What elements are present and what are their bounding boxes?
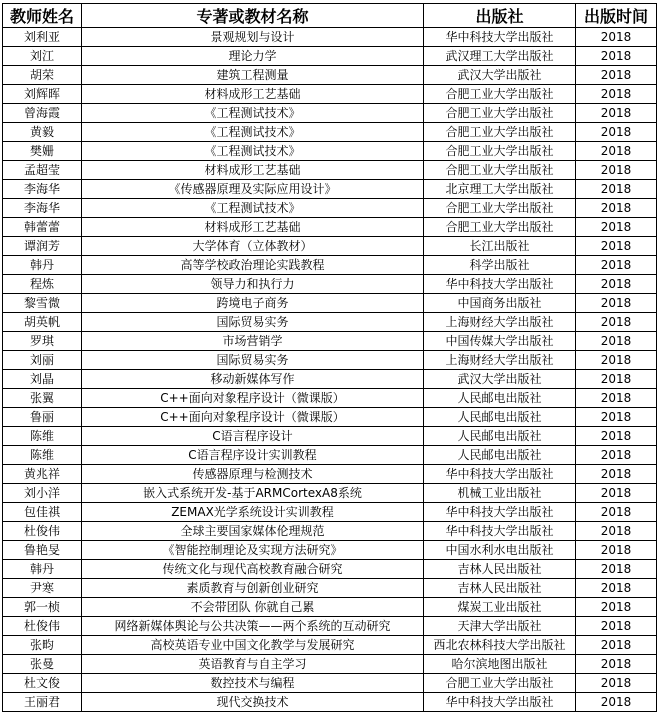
cell-publish-year: 2018 xyxy=(576,28,657,47)
cell-teacher-name: 刘辉晖 xyxy=(3,85,82,104)
cell-teacher-name: 曾海霞 xyxy=(3,104,82,123)
cell-teacher-name: 刘丽 xyxy=(3,351,82,370)
table-row xyxy=(3,66,657,85)
table-row xyxy=(3,237,657,256)
table-row xyxy=(3,522,657,541)
cell-teacher-name: 王丽君 xyxy=(3,693,82,712)
cell-publish-year: 2018 xyxy=(576,180,657,199)
cell-teacher-name: 包佳祺 xyxy=(3,503,82,522)
cell-teacher-name: 孟超莹 xyxy=(3,161,82,180)
cell-teacher-name: 胡英帆 xyxy=(3,313,82,332)
cell-publisher: 华中科技大学出版社 xyxy=(424,522,576,541)
cell-publish-year: 2018 xyxy=(576,560,657,579)
cell-publisher: 武汉大学出版社 xyxy=(424,66,576,85)
cell-publish-year: 2018 xyxy=(576,142,657,161)
cell-book-title: 不会带团队 你就自己累 xyxy=(82,598,424,617)
cell-publish-year: 2018 xyxy=(576,47,657,66)
cell-publish-year: 2018 xyxy=(576,237,657,256)
cell-publish-year: 2018 xyxy=(576,427,657,446)
cell-teacher-name: 黄毅 xyxy=(3,123,82,142)
cell-teacher-name: 李海华 xyxy=(3,180,82,199)
cell-publisher: 华中科技大学出版社 xyxy=(424,465,576,484)
cell-publish-year: 2018 xyxy=(576,693,657,712)
table-row xyxy=(3,256,657,275)
cell-publish-year: 2018 xyxy=(576,161,657,180)
table-row xyxy=(3,503,657,522)
cell-book-title: 传统文化与现代高校教育融合研究 xyxy=(82,560,424,579)
cell-book-title: C语言程序设计实训教程 xyxy=(82,446,424,465)
table-row xyxy=(3,275,657,294)
table-row xyxy=(3,465,657,484)
cell-book-title: 移动新媒体写作 xyxy=(82,370,424,389)
table-row xyxy=(3,161,657,180)
cell-book-title: 素质教育与创新创业研究 xyxy=(82,579,424,598)
cell-publish-year: 2018 xyxy=(576,66,657,85)
cell-publisher: 天津大学出版社 xyxy=(424,617,576,636)
cell-book-title: 全球主要国家媒体伦理规范 xyxy=(82,522,424,541)
cell-book-title: 景观规划与设计 xyxy=(82,28,424,47)
table-row xyxy=(3,655,657,674)
header-publisher: 出版社 xyxy=(424,4,576,28)
cell-teacher-name: 张翼 xyxy=(3,389,82,408)
cell-publisher: 人民邮电出版社 xyxy=(424,408,576,427)
cell-teacher-name: 鲁丽 xyxy=(3,408,82,427)
cell-publisher: 人民邮电出版社 xyxy=(424,389,576,408)
table-row xyxy=(3,617,657,636)
cell-publisher: 西北农林科技大学出版社 xyxy=(424,636,576,655)
cell-publisher: 科学出版社 xyxy=(424,256,576,275)
cell-publisher: 吉林人民出版社 xyxy=(424,579,576,598)
cell-publisher: 合肥工业大学出版社 xyxy=(424,123,576,142)
cell-publish-year: 2018 xyxy=(576,522,657,541)
cell-book-title: 传感器原理与检测技术 xyxy=(82,465,424,484)
cell-book-title: 材料成形工艺基础 xyxy=(82,85,424,104)
table-row xyxy=(3,636,657,655)
cell-teacher-name: 刘江 xyxy=(3,47,82,66)
cell-teacher-name: 樊姗 xyxy=(3,142,82,161)
cell-book-title: C++面向对象程序设计（微课版） xyxy=(82,389,424,408)
table-row xyxy=(3,560,657,579)
cell-book-title: 建筑工程测量 xyxy=(82,66,424,85)
cell-publisher: 合肥工业大学出版社 xyxy=(424,161,576,180)
header-publish-year: 出版时间 xyxy=(576,4,657,28)
cell-publisher: 哈尔滨地图出版社 xyxy=(424,655,576,674)
cell-book-title: 材料成形工艺基础 xyxy=(82,161,424,180)
cell-publisher: 上海财经大学出版社 xyxy=(424,351,576,370)
cell-book-title: 现代交换技术 xyxy=(82,693,424,712)
header-book-title: 专著或教材名称 xyxy=(82,4,424,28)
cell-book-title: 理论力学 xyxy=(82,47,424,66)
cell-book-title: 跨境电子商务 xyxy=(82,294,424,313)
cell-teacher-name: 陈维 xyxy=(3,427,82,446)
cell-publisher: 人民邮电出版社 xyxy=(424,427,576,446)
cell-book-title: 《传感器原理及实际应用设计》 xyxy=(82,180,424,199)
cell-publisher: 中国商务出版社 xyxy=(424,294,576,313)
cell-book-title: ZEMAX光学系统设计实训教程 xyxy=(82,503,424,522)
cell-teacher-name: 杜俊伟 xyxy=(3,617,82,636)
table-row xyxy=(3,446,657,465)
cell-book-title: 领导力和执行力 xyxy=(82,275,424,294)
table-row xyxy=(3,313,657,332)
cell-teacher-name: 刘晶 xyxy=(3,370,82,389)
table-row xyxy=(3,484,657,503)
cell-publisher: 华中科技大学出版社 xyxy=(424,693,576,712)
cell-publish-year: 2018 xyxy=(576,617,657,636)
cell-publish-year: 2018 xyxy=(576,446,657,465)
cell-publish-year: 2018 xyxy=(576,579,657,598)
cell-teacher-name: 陈维 xyxy=(3,446,82,465)
cell-publisher: 中国传媒大学出版社 xyxy=(424,332,576,351)
cell-book-title: 《工程测试技术》 xyxy=(82,199,424,218)
cell-book-title: 国际贸易实务 xyxy=(82,313,424,332)
cell-publisher: 机械工业出版社 xyxy=(424,484,576,503)
cell-book-title: 《工程测试技术》 xyxy=(82,104,424,123)
cell-book-title: C语言程序设计 xyxy=(82,427,424,446)
cell-book-title: 大学体育（立体教材） xyxy=(82,237,424,256)
table-row xyxy=(3,123,657,142)
cell-book-title: 《工程测试技术》 xyxy=(82,142,424,161)
cell-publish-year: 2018 xyxy=(576,370,657,389)
cell-publish-year: 2018 xyxy=(576,275,657,294)
cell-book-title: 网络新媒体舆论与公共决策——两个系统的互动研究 xyxy=(82,617,424,636)
cell-teacher-name: 尹寒 xyxy=(3,579,82,598)
table-row xyxy=(3,180,657,199)
publications-table xyxy=(2,3,657,712)
table-row xyxy=(3,579,657,598)
cell-publish-year: 2018 xyxy=(576,389,657,408)
cell-publisher: 合肥工业大学出版社 xyxy=(424,142,576,161)
cell-publish-year: 2018 xyxy=(576,636,657,655)
table-row xyxy=(3,85,657,104)
cell-publish-year: 2018 xyxy=(576,332,657,351)
cell-publish-year: 2018 xyxy=(576,85,657,104)
table-row xyxy=(3,541,657,560)
cell-publish-year: 2018 xyxy=(576,503,657,522)
cell-publish-year: 2018 xyxy=(576,598,657,617)
table-row xyxy=(3,693,657,712)
cell-publisher: 吉林人民出版社 xyxy=(424,560,576,579)
cell-publish-year: 2018 xyxy=(576,541,657,560)
cell-publisher: 华中科技大学出版社 xyxy=(424,503,576,522)
table-row xyxy=(3,332,657,351)
cell-teacher-name: 杜俊伟 xyxy=(3,522,82,541)
cell-publisher: 合肥工业大学出版社 xyxy=(424,674,576,693)
cell-publisher: 合肥工业大学出版社 xyxy=(424,85,576,104)
cell-publish-year: 2018 xyxy=(576,199,657,218)
cell-publisher: 中国水利水电出版社 xyxy=(424,541,576,560)
cell-publisher: 长江出版社 xyxy=(424,237,576,256)
cell-teacher-name: 郭一桢 xyxy=(3,598,82,617)
cell-teacher-name: 刘利亚 xyxy=(3,28,82,47)
cell-teacher-name: 胡荣 xyxy=(3,66,82,85)
table-row xyxy=(3,294,657,313)
cell-publish-year: 2018 xyxy=(576,484,657,503)
cell-teacher-name: 韩丹 xyxy=(3,256,82,275)
cell-book-title: 国际贸易实务 xyxy=(82,351,424,370)
cell-teacher-name: 李海华 xyxy=(3,199,82,218)
cell-publisher: 北京理工大学出版社 xyxy=(424,180,576,199)
table-row xyxy=(3,389,657,408)
cell-publisher: 武汉大学出版社 xyxy=(424,370,576,389)
cell-book-title: 数控技术与编程 xyxy=(82,674,424,693)
table-row xyxy=(3,104,657,123)
cell-book-title: 《工程测试技术》 xyxy=(82,123,424,142)
cell-publisher: 合肥工业大学出版社 xyxy=(424,199,576,218)
cell-book-title: 英语教育与自主学习 xyxy=(82,655,424,674)
cell-publisher: 武汉理工大学出版社 xyxy=(424,47,576,66)
cell-publisher: 煤炭工业出版社 xyxy=(424,598,576,617)
cell-teacher-name: 鲁艳旻 xyxy=(3,541,82,560)
cell-publisher: 合肥工业大学出版社 xyxy=(424,218,576,237)
header-row xyxy=(3,4,657,28)
cell-teacher-name: 韩丹 xyxy=(3,560,82,579)
cell-book-title: 高等学校政治理论实践教程 xyxy=(82,256,424,275)
cell-publisher: 华中科技大学出版社 xyxy=(424,28,576,47)
table-row xyxy=(3,218,657,237)
cell-teacher-name: 程炼 xyxy=(3,275,82,294)
cell-publish-year: 2018 xyxy=(576,351,657,370)
cell-publisher: 人民邮电出版社 xyxy=(424,446,576,465)
cell-book-title: 《智能控制理论及实现方法研究》 xyxy=(82,541,424,560)
cell-publisher: 上海财经大学出版社 xyxy=(424,313,576,332)
table-row xyxy=(3,351,657,370)
cell-publish-year: 2018 xyxy=(576,104,657,123)
cell-book-title: 材料成形工艺基础 xyxy=(82,218,424,237)
cell-publish-year: 2018 xyxy=(576,218,657,237)
cell-publisher: 华中科技大学出版社 xyxy=(424,275,576,294)
cell-book-title: 高校英语专业中国文化教学与发展研究 xyxy=(82,636,424,655)
cell-book-title: 市场营销学 xyxy=(82,332,424,351)
cell-publish-year: 2018 xyxy=(576,674,657,693)
cell-publish-year: 2018 xyxy=(576,655,657,674)
cell-publish-year: 2018 xyxy=(576,465,657,484)
cell-teacher-name: 谭润芳 xyxy=(3,237,82,256)
cell-book-title: 嵌入式系统开发-基于ARMCortexA8系统 xyxy=(82,484,424,503)
cell-teacher-name: 罗琪 xyxy=(3,332,82,351)
table-row xyxy=(3,674,657,693)
table-row xyxy=(3,142,657,161)
table-row xyxy=(3,370,657,389)
table-row xyxy=(3,28,657,47)
cell-publish-year: 2018 xyxy=(576,294,657,313)
cell-publish-year: 2018 xyxy=(576,313,657,332)
cell-teacher-name: 刘小洋 xyxy=(3,484,82,503)
cell-teacher-name: 杜文俊 xyxy=(3,674,82,693)
cell-teacher-name: 张曼 xyxy=(3,655,82,674)
header-teacher-name: 教师姓名 xyxy=(3,4,82,28)
table-row xyxy=(3,199,657,218)
table-row xyxy=(3,598,657,617)
cell-book-title: C++面向对象程序设计（微课版） xyxy=(82,408,424,427)
cell-publish-year: 2018 xyxy=(576,256,657,275)
table-row xyxy=(3,408,657,427)
table-row xyxy=(3,427,657,446)
cell-publisher: 合肥工业大学出版社 xyxy=(424,104,576,123)
table-row xyxy=(3,47,657,66)
cell-publish-year: 2018 xyxy=(576,123,657,142)
cell-teacher-name: 黄兆祥 xyxy=(3,465,82,484)
cell-teacher-name: 张畇 xyxy=(3,636,82,655)
cell-teacher-name: 韩蕾蕾 xyxy=(3,218,82,237)
cell-teacher-name: 黎雪微 xyxy=(3,294,82,313)
cell-publish-year: 2018 xyxy=(576,408,657,427)
